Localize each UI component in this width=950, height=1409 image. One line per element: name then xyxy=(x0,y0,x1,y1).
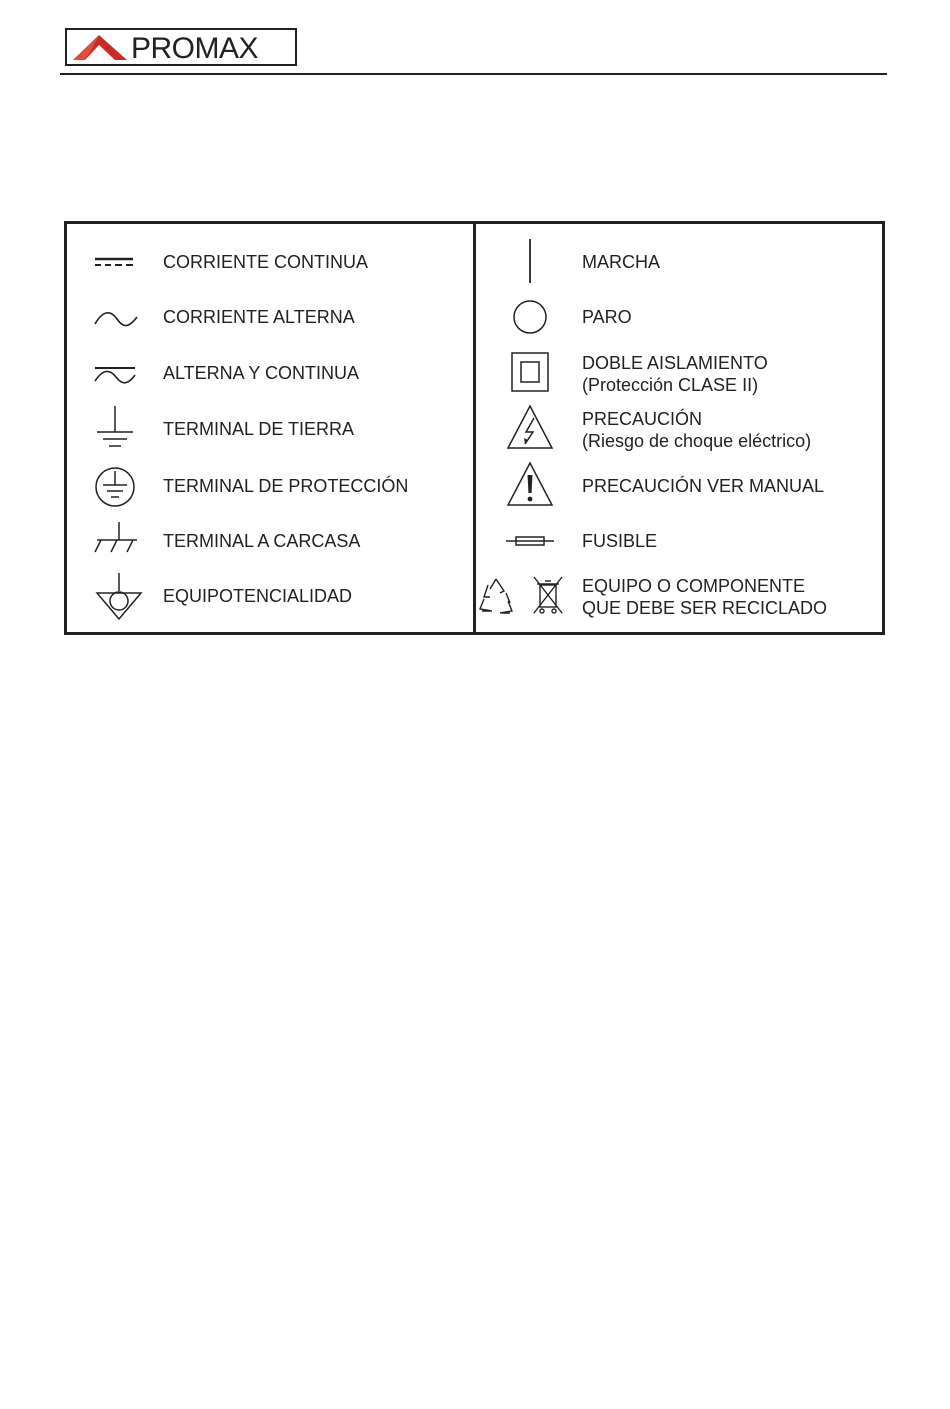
symbol-label xyxy=(582,408,811,452)
equipotential-icon xyxy=(67,571,147,621)
symbol-label: CORRIENTE ALTERNA xyxy=(163,307,355,327)
symbol-label: CORRIENTE CONTINUA xyxy=(163,252,369,272)
symbol-label: TERMINAL A CARCASA xyxy=(163,531,361,551)
alternating-current-icon xyxy=(67,292,147,342)
chassis-terminal-icon xyxy=(67,516,147,566)
symbol-row xyxy=(67,516,467,566)
symbol-label xyxy=(582,575,827,619)
symbol-label: TERMINAL DE TIERRA xyxy=(163,419,355,439)
symbol-row xyxy=(67,571,467,621)
symbol-label-sub: (Protección CLASE II) xyxy=(582,375,759,395)
symbol-row xyxy=(476,237,882,287)
symbol-label-main: PRECAUCIÓN xyxy=(582,409,703,429)
electric-shock-warning-icon xyxy=(476,404,556,454)
symbol-label: PARO xyxy=(582,307,632,327)
caution-manual-icon xyxy=(476,461,556,511)
header-rule xyxy=(60,73,887,75)
symbol-row xyxy=(476,292,882,342)
symbol-label: TERMINAL DE PROTECCIÓN xyxy=(163,476,409,496)
symbol-row xyxy=(476,516,882,566)
symbol-label: FUSIBLE xyxy=(582,531,658,551)
symbol-row xyxy=(67,348,467,398)
earth-terminal-icon xyxy=(67,404,147,454)
symbol-label-main: EQUIPO O COMPONENTE xyxy=(582,576,806,596)
symbol-row xyxy=(476,571,882,621)
symbol-label xyxy=(582,352,768,396)
power-off-icon xyxy=(476,292,556,342)
page-header xyxy=(0,0,950,80)
symbol-row xyxy=(67,461,467,511)
symbol-label-sub: (Riesgo de choque eléctrico) xyxy=(582,431,812,451)
brand-name: PROMAX xyxy=(131,32,259,65)
symbol-row xyxy=(476,348,882,398)
ac-dc-icon xyxy=(67,348,147,398)
symbol-row xyxy=(476,461,882,511)
promax-triangle-icon xyxy=(71,33,129,63)
symbol-table xyxy=(64,221,885,635)
symbol-row xyxy=(67,404,467,454)
symbol-row xyxy=(67,292,467,342)
symbol-label: EQUIPOTENCIALIDAD xyxy=(163,586,353,606)
symbol-label: MARCHA xyxy=(582,252,661,272)
double-insulation-icon xyxy=(476,348,556,398)
promax-logo xyxy=(65,28,297,66)
symbol-label: ALTERNA Y CONTINUA xyxy=(163,363,360,383)
power-on-icon xyxy=(476,237,556,287)
protective-earth-icon xyxy=(67,461,147,511)
symbol-label-main: DOBLE AISLAMIENTO xyxy=(582,353,768,373)
symbol-label: PRECAUCIÓN VER MANUAL xyxy=(582,476,825,496)
symbol-row xyxy=(476,404,882,454)
fuse-icon xyxy=(476,516,556,566)
direct-current-icon xyxy=(67,237,147,287)
symbol-row xyxy=(67,237,467,287)
symbol-label-sub: QUE DEBE SER RECICLADO xyxy=(582,598,828,618)
weee-bin-icon xyxy=(528,571,568,621)
